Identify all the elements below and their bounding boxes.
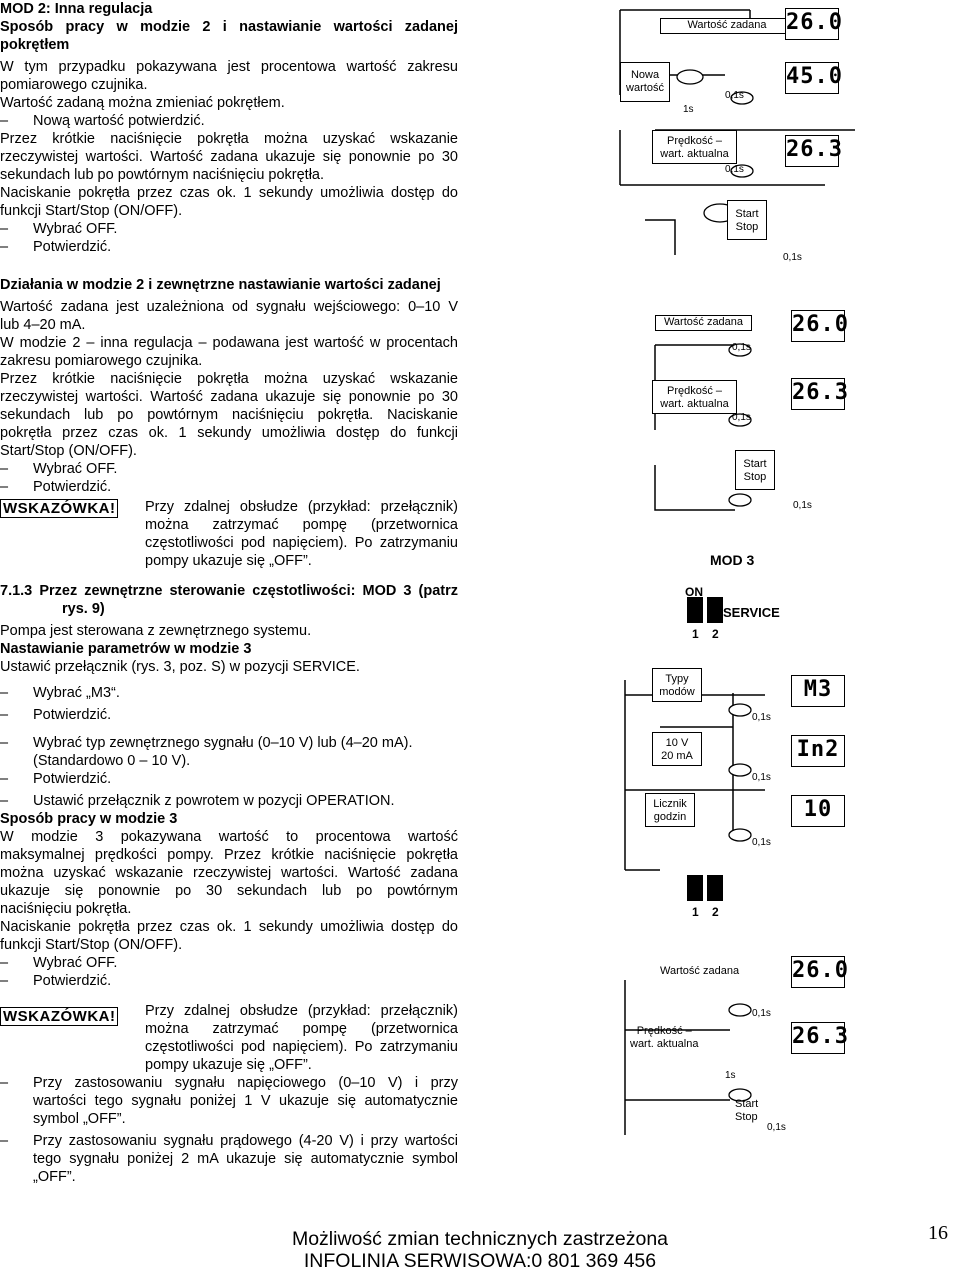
step-item: – Potwierdzić.	[0, 478, 458, 496]
section-title-cont: rys. 9)	[62, 601, 105, 617]
warning-text	[145, 498, 458, 570]
paragraph: W modzie 2 – inna regulacja – podawana jest wartość w procentach	[0, 335, 458, 351]
timing-label: 0,1s	[752, 712, 771, 723]
paragraph: Start/Stop (ON/OFF).	[0, 443, 137, 459]
label-speed-actual	[652, 130, 737, 164]
step-item: – Potwierdzić.	[0, 770, 458, 788]
label-setpoint: Wartość zadana	[660, 965, 740, 977]
footer-disclaimer: Możliwość zmian technicznych zastrzeżona	[291, 1228, 669, 1250]
label-line: wart. aktualna	[660, 148, 729, 160]
step-item: – Wybrać „M3“.	[0, 684, 458, 702]
switch-num: 1	[692, 627, 699, 641]
lcd-display: 26.3	[791, 1022, 845, 1054]
paragraph: rzeczywistej wartości. Wartość zadana ukazuje się ponownie po 30	[0, 149, 458, 165]
warning-text	[145, 1002, 458, 1074]
label-line: Stop	[735, 1111, 758, 1123]
step-item: – Wybrać OFF.	[0, 220, 458, 238]
warning-line: częstotliwości pod napięciem). Po zatrzymaniu	[145, 535, 458, 551]
label-setpoint: Wartość zadana	[655, 315, 752, 331]
diagram-lines	[615, 300, 960, 570]
diagram-mod3-settings	[615, 585, 960, 935]
mod3-section	[0, 582, 458, 990]
step-item: – Potwierdzić.	[0, 972, 458, 990]
paragraph: Naciskanie pokrętła przez czas ok. 1 sekundy umożliwia dostęp do	[0, 919, 458, 935]
page-number: 16	[928, 1222, 948, 1244]
timing-label: 1s	[725, 1070, 736, 1081]
mod2-title: MOD 2: Inna regulacja	[0, 1, 153, 17]
label-line: modów	[659, 686, 695, 698]
switch-service-label: SERVICE	[723, 605, 780, 620]
label-signal-type	[652, 732, 702, 766]
warning-line: Przy zdalnej obsłudze (przykład: przełącznik)	[145, 1003, 458, 1019]
label-line: Prędkość –	[666, 385, 723, 397]
paragraph: Przez krótkie naciśnięcie pokrętła można uzyskać wskazanie	[0, 131, 458, 147]
label-line: Start	[743, 458, 767, 470]
label-line: godzin	[653, 811, 687, 823]
step-item: – Wybrać OFF.	[0, 460, 458, 478]
warning-line: pompy ukazuje się „OFF”.	[145, 1057, 312, 1073]
timing-label: 0,1s	[752, 1008, 771, 1019]
switch-num: 2	[712, 905, 719, 919]
paragraph: funkcji Start/Stop (ON/OFF).	[0, 203, 183, 219]
label-line: wart. aktualna	[660, 398, 729, 410]
label-line: Typy	[665, 673, 689, 685]
paragraph: zakresu pomiarowego czujnika.	[0, 353, 203, 369]
label-line: Prędkość –	[636, 1025, 692, 1037]
paragraph: Naciskanie pokrętła przez czas ok. 1 sekundy umożliwia dostęp do	[0, 185, 458, 201]
label-mode-types	[652, 668, 702, 702]
warning-line: pompy ukazuje się „OFF”.	[145, 553, 312, 569]
timing-label: 0,1s	[732, 342, 751, 353]
lcd-display: 26.3	[791, 378, 845, 410]
paragraph: Wartość zadaną można zmieniać pokrętłem.	[0, 95, 285, 111]
bullet-item-cont: „OFF”.	[33, 1169, 76, 1185]
paragraph: Ustawić przełącznik (rys. 3, poz. S) w pozycji SERVICE.	[0, 659, 360, 675]
lcd-display: 26.3	[785, 135, 839, 167]
step-item: – Wybrać OFF.	[0, 954, 458, 972]
ext-section	[0, 276, 458, 496]
paragraph: ukazuje się ponownie po 30 sekundach lub po powtórnym	[0, 883, 458, 899]
mod2-subtitle: Sposób pracy w modzie 2 i nastawianie wartości zadanej	[0, 19, 458, 35]
left-column	[0, 0, 458, 256]
timing-label: 0,1s	[767, 1122, 786, 1133]
lcd-display: 45.0	[785, 62, 839, 94]
label-line: Start	[735, 1098, 759, 1110]
warning-line: można zatrzymać pompę (przetwornica	[145, 1021, 458, 1037]
warning-line: Przy zdalnej obsłudze (przykład: przełącznik)	[145, 499, 458, 515]
paragraph: pokrętła przez czas ok. 1 sekundy umożliwia dostęp do funkcji	[0, 425, 458, 441]
paragraph: można uzyskać wskazanie rzeczywistej wartości. Wartość zadana	[0, 865, 458, 881]
lcd-display: 26.0	[791, 310, 845, 342]
bullet-item-cont: tego sygnału poniżej 2 mA ukazuje się automatycznie symbol	[33, 1151, 458, 1167]
label-line: Stop	[735, 221, 759, 233]
timing-label: 0,1s	[732, 412, 751, 423]
paragraph: W modzie 3 pokazywana wartość to procentowa wartość	[0, 829, 458, 845]
lcd-display: In2	[791, 735, 845, 767]
bullet-item: – Przy zastosowaniu sygnału napięciowego (0–10 V) i przy	[0, 1074, 458, 1092]
label-start-stop	[735, 450, 775, 490]
switch-on-label: ON	[685, 585, 703, 599]
paragraph: Przez krótkie naciśnięcie pokrętła można uzyskać wskazanie	[0, 371, 458, 387]
subsection-title: Sposób pracy w modzie 3	[0, 811, 178, 827]
paragraph: sekundach lub po powtórnym naciśnięciu pokrętła.	[0, 167, 325, 183]
diagram-mod2-external	[615, 300, 960, 570]
step-item: – Nową wartość potwierdzić.	[0, 112, 458, 130]
label-start-stop	[735, 1098, 758, 1124]
warning-badge: WSKAZÓWKA!	[0, 499, 118, 518]
section-title: Działania w modzie 2 i zewnętrzne nastawianie wartości zadanej	[0, 277, 441, 293]
label-start-stop	[727, 200, 767, 240]
paragraph: maksymalnej prędkości pompy. Przez krótkie naciśnięcie pokrętła	[0, 847, 458, 863]
paragraph: Wartość zadana jest uzależniona od sygnału wejściowego: 0–10 V	[0, 299, 458, 315]
warning-line: częstotliwości pod napięciem). Po zatrzymaniu	[145, 1039, 458, 1055]
paragraph: rzeczywistej wartości. Wartość zadana ukazuje się ponownie po 30	[0, 389, 458, 405]
label-line: Licznik	[653, 798, 687, 810]
label-speed-actual	[652, 380, 737, 414]
label-line: Prędkość –	[666, 135, 723, 147]
lcd-display: M3	[791, 675, 845, 707]
lcd-display: 26.0	[791, 956, 845, 988]
label-speed-actual	[630, 1025, 698, 1051]
lcd-display: 26.0	[785, 8, 839, 40]
footer-hotline: INFOLINIA SERWISOWA:0 801 369 456	[303, 1250, 657, 1272]
switch-num: 1	[692, 905, 699, 919]
subsection-title: Nastawianie parametrów w modzie 3	[0, 641, 252, 657]
bullet-item-cont: wartości tego sygnału poniżej 1 V ukazuje się automatycznie	[33, 1093, 458, 1109]
label-new-value: Nowa wartość	[620, 62, 670, 102]
paragraph: naciśnięciu pokrętła.	[0, 901, 132, 917]
bullet-item-cont: symbol „OFF”.	[33, 1111, 126, 1127]
timing-label: 0,1s	[783, 252, 802, 263]
label-line: 20 mA	[661, 750, 693, 762]
step-item: – Potwierdzić.	[0, 706, 458, 724]
warning-label	[0, 1008, 118, 1025]
paragraph: lub 4–20 mA.	[0, 317, 86, 333]
diagram-mod3-run	[615, 950, 960, 1140]
warning-line: można zatrzymać pompę (przetwornica	[145, 517, 458, 533]
step-item: – Potwierdzić.	[0, 238, 458, 256]
diagram-mod2-knob	[615, 0, 960, 268]
bullet-item: – Przy zastosowaniu sygnału prądowego (4-20 V) i przy wartości	[0, 1132, 458, 1150]
warning-label	[0, 500, 118, 517]
timing-label: 0,1s	[752, 772, 771, 783]
diagram-caption: MOD 3	[710, 552, 755, 568]
bullet-list	[0, 1074, 458, 1186]
label-line: Stop	[743, 471, 767, 483]
step-item-cont: (Standardowo 0 – 10 V).	[33, 753, 191, 769]
paragraph: W tym przypadku pokazywana jest procentowa wartość zakresu	[0, 59, 458, 75]
step-item: – Ustawić przełącznik z powrotem w pozycji OPERATION.	[0, 792, 458, 810]
mod2-subtitle-cont: pokrętłem	[0, 37, 70, 53]
label-line: wart. aktualna	[630, 1038, 699, 1050]
section-title: 7.1.3 Przez zewnętrzne sterowanie częstotliwości: MOD 3 (patrz	[0, 583, 458, 599]
label-setpoint: Wartość zadana	[660, 18, 794, 34]
label-hour-counter	[645, 793, 695, 827]
paragraph: sekundach lub po powtórnym naciśnięciu pokrętła. Naciskanie	[0, 407, 458, 423]
timing-label: 0,1s	[725, 164, 744, 175]
timing-label: 0,1s	[752, 837, 771, 848]
paragraph: pomiarowego czujnika.	[0, 77, 148, 93]
label-line: 10 V	[665, 737, 689, 749]
timing-label: 0,1s	[793, 500, 812, 511]
step-item: – Wybrać typ zewnętrznego sygnału (0–10 V) lub (4–20 mA).	[0, 734, 458, 752]
label-line: Start	[735, 208, 759, 220]
timing-label: 1s	[683, 104, 694, 115]
warning-badge: WSKAZÓWKA!	[0, 1007, 118, 1026]
switch-num: 2	[712, 627, 719, 641]
lcd-display: 10	[791, 795, 845, 827]
timing-label: 0,1s	[725, 90, 744, 101]
paragraph: Pompa jest sterowana z zewnętrznego systemu.	[0, 623, 312, 639]
paragraph: funkcji Start/Stop (ON/OFF).	[0, 937, 183, 953]
